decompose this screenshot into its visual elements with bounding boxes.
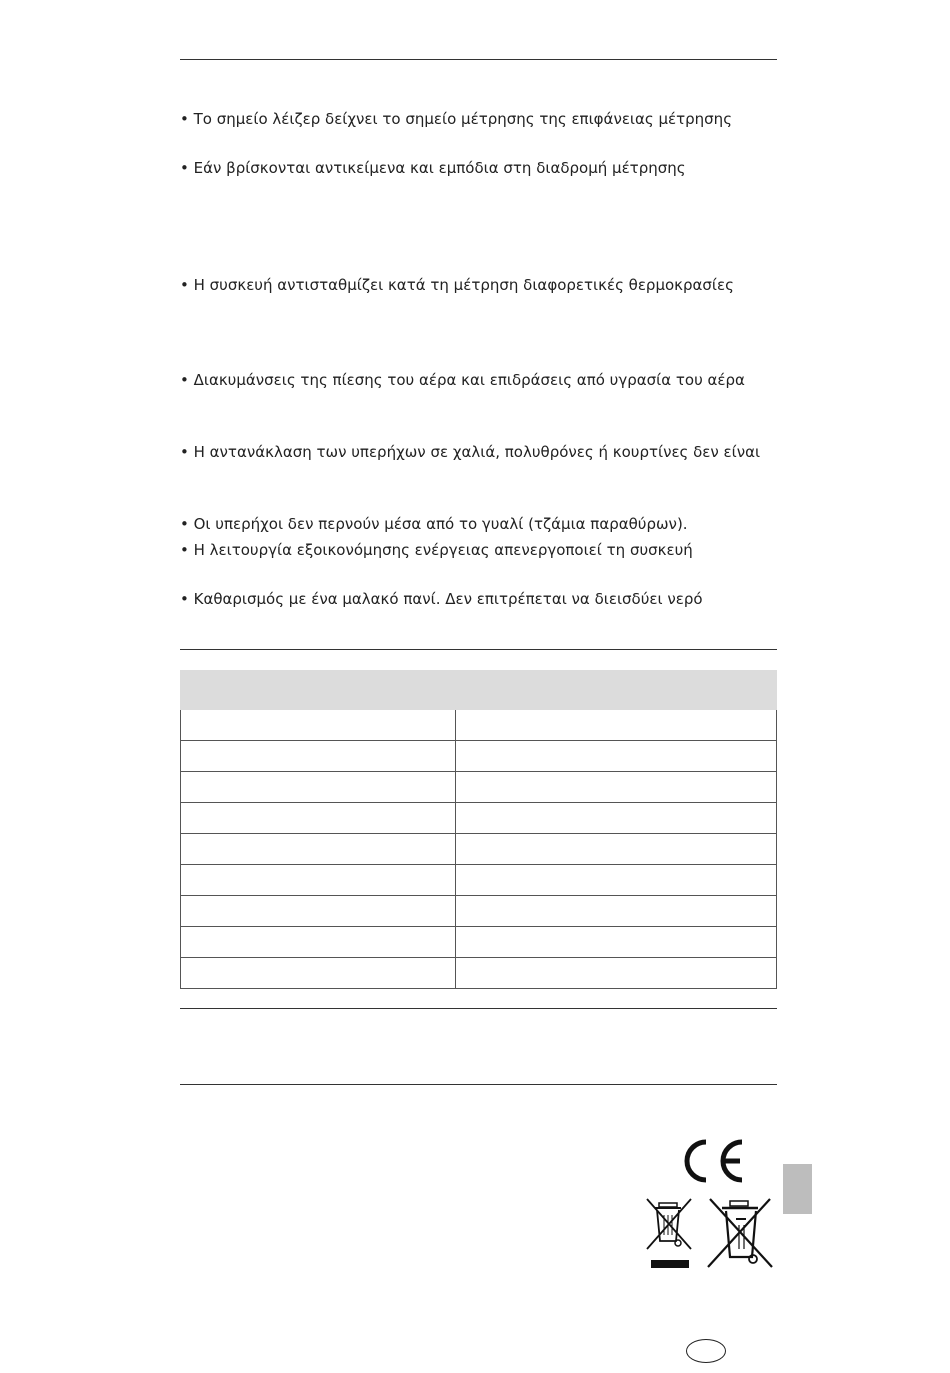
bullet-obstacles: • Εάν βρίσκονται αντικείμενα και εμπόδια στη διαδρομή μέτρησης (180, 159, 686, 177)
spec-table-cell-value (456, 834, 776, 864)
spec-table-row (180, 710, 777, 741)
spec-table-row (180, 772, 777, 803)
crossed-bin-icon (706, 1197, 774, 1269)
bullet-glass: • Οι υπερήχοι δεν περνούν μέσα από το γυαλί (τζάμια παραθύρων). (180, 515, 688, 533)
spec-table-cell-value (456, 741, 776, 771)
language-side-tab (783, 1164, 812, 1214)
top-rule (180, 59, 777, 60)
spec-table-row (180, 927, 777, 958)
bullet-air-pressure: • Διακυμάνσεις της πίεσης του αέρα και επιδράσεις από υγρασία του αέρα (180, 371, 745, 389)
spec-table-row (180, 803, 777, 834)
spec-table-row (180, 741, 777, 772)
spec-table-cell-label (181, 865, 456, 895)
spec-table-body (180, 710, 777, 989)
spec-table-cell-label (181, 741, 456, 771)
bullet-energy-saving: • Η λειτουργία εξοικονόμησης ενέργειας απενεργοποιεί τη συσκευή (180, 541, 693, 559)
ce-mark-icon (676, 1136, 746, 1186)
page-number-oval (686, 1339, 726, 1363)
spec-table-cell-value (456, 803, 776, 833)
spec-table-header (180, 670, 777, 710)
spec-table-row (180, 958, 777, 989)
spec-table (180, 670, 777, 989)
spec-table-cell-value (456, 772, 776, 802)
spec-table-cell-label (181, 896, 456, 926)
bullet-laser-point: • Το σημείο λέιζερ δείχνει το σημείο μέτρησης της επιφάνειας μέτρησης (180, 110, 732, 128)
spec-table-row (180, 834, 777, 865)
spec-table-cell-value (456, 958, 776, 988)
spec-table-cell-value (456, 710, 776, 740)
bullet-reflection: • Η αντανάκλαση των υπερήχων σε χαλιά, πολυθρόνες ή κουρτίνες δεν είναι (180, 443, 761, 461)
spec-table-cell-label (181, 710, 456, 740)
spec-table-cell-value (456, 896, 776, 926)
spec-table-cell-value (456, 927, 776, 957)
spec-table-cell-label (181, 803, 456, 833)
spec-table-cell-label (181, 834, 456, 864)
spec-table-cell-value (456, 865, 776, 895)
section-rule-after-table (180, 1008, 777, 1009)
section-rule-specs (180, 649, 777, 650)
spec-table-cell-label (181, 958, 456, 988)
crossed-bin-with-bar-icon (645, 1197, 695, 1269)
spec-table-cell-label (181, 927, 456, 957)
spec-table-row (180, 896, 777, 927)
section-rule-bottom (180, 1084, 777, 1085)
bullet-cleaning: • Καθαρισμός με ένα μαλακό πανί. Δεν επιτρέπεται να διεισδύει νερό (180, 590, 703, 608)
spec-table-cell-label (181, 772, 456, 802)
spec-table-row (180, 865, 777, 896)
bullet-temperature: • Η συσκευή αντισταθμίζει κατά τη μέτρηση διαφορετικές θερμοκρασίες (180, 276, 734, 294)
